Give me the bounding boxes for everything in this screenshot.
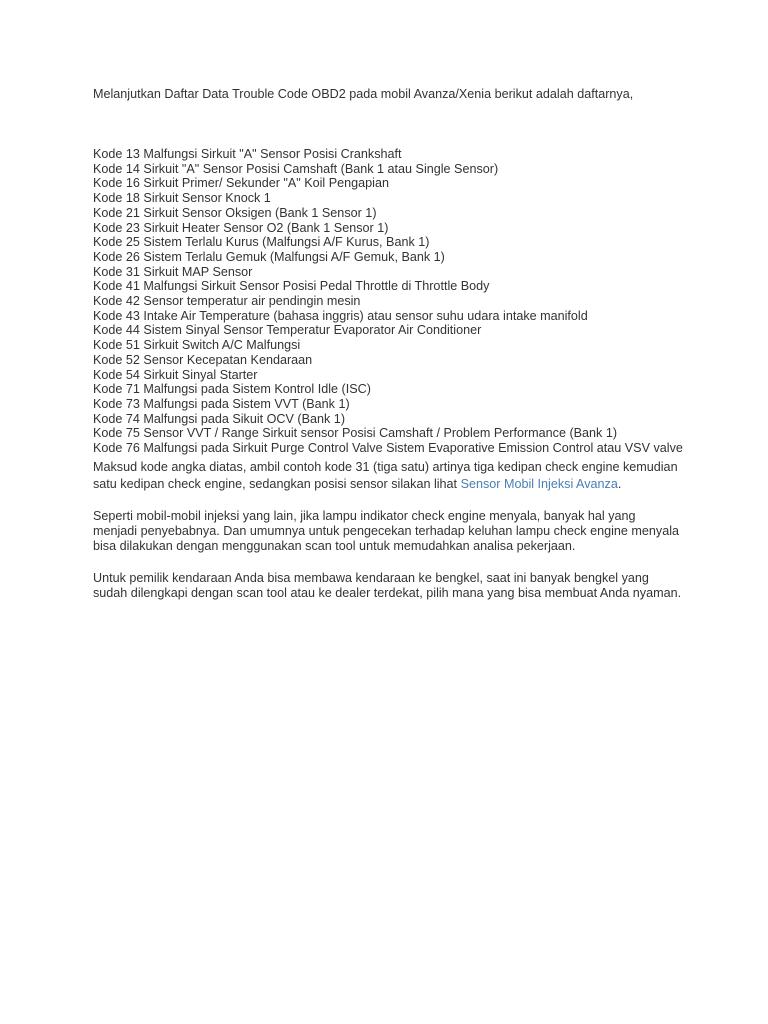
intro-text: Melanjutkan Daftar Data Trouble Code OBD2 pada mobil Avanza/Xenia berikut adalah daftarnya, xyxy=(93,87,634,101)
code-item: Kode 14 Sirkuit "A" Sensor Posisi Camshaft (Bank 1 atau Single Sensor) xyxy=(93,161,499,176)
paragraph-explanation-text: Maksud kode angka diatas, ambil contoh kode 31 (tiga satu) artinya tiga kedipan check engine kemudian satu kedipan check engine, sedangkan posisi sensor silakan lihat xyxy=(93,459,678,491)
code-item: Kode 71 Malfungsi pada Sistem Kontrol Idle (ISC) xyxy=(93,382,371,397)
code-item: Kode 43 Intake Air Temperature (bahasa inggris) atau sensor suhu udara intake manifold xyxy=(93,308,588,323)
code-item: Kode 74 Malfungsi pada Sikuit OCV (Bank 1) xyxy=(93,411,346,426)
code-item: Kode 54 Sirkuit Sinyal Starter xyxy=(93,367,258,382)
paragraph-bengkel: Untuk pemilik kendaraan Anda bisa membawa kendaraan ke bengkel, saat ini banyak bengkel yang sudah dilengkapi dengan scan tool atau ke dealer terdekat, pilih mana yang bisa membuat Anda nyaman. xyxy=(93,570,682,600)
code-item: Kode 73 Malfungsi pada Sistem VVT (Bank 1) xyxy=(93,396,350,411)
sensor-mobil-injeksi-avanza-link[interactable]: Sensor Mobil Injeksi Avanza xyxy=(460,476,618,491)
code-item: Kode 16 Sirkuit Primer/ Sekunder "A" Koil Pengapian xyxy=(93,176,389,191)
paragraph-check-engine: Seperti mobil-mobil injeksi yang lain, jika lampu indikator check engine menyala, banyak hal yang menjadi penyebabnya. Dan umumnya untuk pengecekan terhadap keluhan lampu check engine menyala bisa dilakukan dengan menggunakan scan tool untuk memudahkan analisa pekerjaan. xyxy=(93,508,680,554)
code-item: Kode 31 Sirkuit MAP Sensor xyxy=(93,264,253,279)
trouble-code-list xyxy=(93,147,683,456)
code-item: Kode 23 Sirkuit Heater Sensor O2 (Bank 1 Sensor 1) xyxy=(93,220,389,235)
paragraph-explanation-suffix: . xyxy=(617,476,622,491)
code-item: Kode 75 Sensor VVT / Range Sirkuit sensor Posisi Camshaft / Problem Performance (Bank 1) xyxy=(93,426,618,441)
code-item: Kode 76 Malfungsi pada Sirkuit Purge Control Valve Sistem Evaporative Emission Control atau VSV valve xyxy=(93,441,683,456)
code-item: Kode 18 Sirkuit Sensor Knock 1 xyxy=(93,191,271,206)
code-item: Kode 52 Sensor Kecepatan Kendaraan xyxy=(93,352,313,367)
code-item: Kode 13 Malfungsi Sirkuit "A" Sensor Posisi Crankshaft xyxy=(93,147,402,161)
code-item: Kode 25 Sistem Terlalu Kurus (Malfungsi A/F Kurus, Bank 1) xyxy=(93,235,430,250)
code-item: Kode 51 Sirkuit Switch A/C Malfungsi xyxy=(93,338,301,353)
code-item: Kode 41 Malfungsi Sirkuit Sensor Posisi Pedal Throttle di Throttle Body xyxy=(93,279,490,294)
code-item: Kode 42 Sensor temperatur air pendingin mesin xyxy=(93,294,361,309)
code-item: Kode 26 Sistem Terlalu Gemuk (Malfungsi A/F Gemuk, Bank 1) xyxy=(93,249,445,264)
code-item: Kode 21 Sirkuit Sensor Oksigen (Bank 1 Sensor 1) xyxy=(93,205,377,220)
code-item: Kode 44 Sistem Sinyal Sensor Temperatur Evaporator Air Conditioner xyxy=(93,323,482,338)
document-body xyxy=(93,87,683,601)
paragraph-explanation xyxy=(93,459,683,493)
